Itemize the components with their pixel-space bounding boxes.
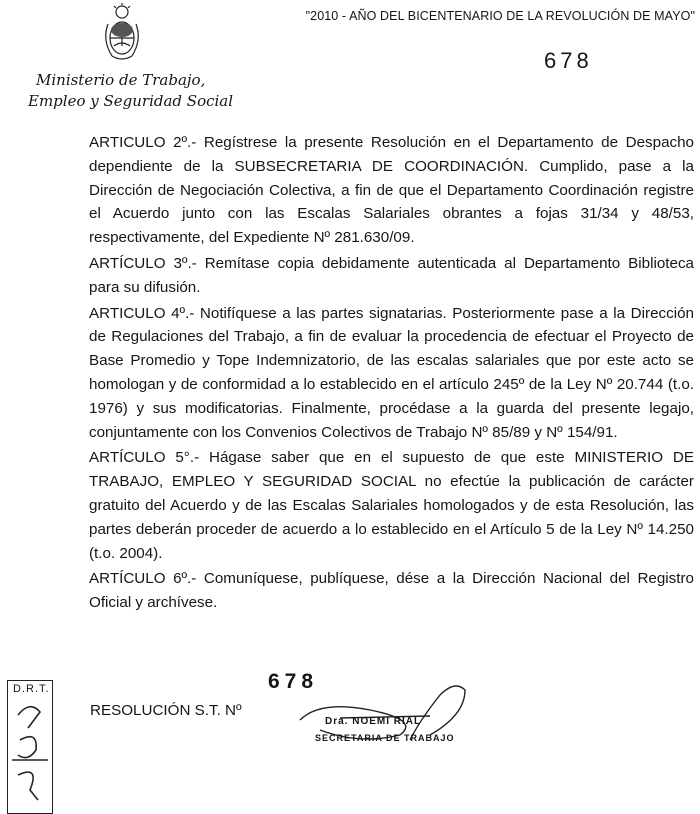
ministry-line-2: Empleo y Seguridad Social xyxy=(28,92,234,110)
article-4: ARTICULO 4º.- Notifíquese a las partes signatarias. Posteriormente pase a la Dirección de Regulaciones del Trabajo, a fin de evaluar la procedencia de efectuar el Proyecto de Base Promedio y Tope Indemnizatorio, de las escalas salariales que por este acto se homologan y de conformidad a lo establecido en el artículo 245º de la Ley Nº 20.744 (t.o. 1976) y sus modificatorias. Finalmente, procédase a la guarda del presente legajo, conjuntamente con los Convenios Colectivos de Trabajo Nº 85/89 y Nº 154/91. xyxy=(89,304,694,441)
article-5: ARTÍCULO 5°.- Hágase saber que en el supuesto de que este MINISTERIO DE TRABAJO, EMPLEO Y SEGURIDAD SOCIAL no efectúe la publicación de carácter gratuito del Acuerdo y de las Escalas Salariales homologados y de esta Resolución, las partes deberán proceder de acuerdo a lo establecido en el Artículo 5 de la Ley Nº 14.250 (t.o. 2004). xyxy=(89,449,694,562)
article-3: ARTÍCULO 3º.- Remítase copia debidamente autenticada al Departamento Biblioteca para su difusión. xyxy=(89,254,694,296)
ministry-name xyxy=(28,70,258,112)
article-6: ARTÍCULO 6º.- Comuníquese, publíquese, dése a la Dirección Nacional del Registro Oficial y archívese. xyxy=(89,570,694,612)
page-number: 678 xyxy=(544,48,593,73)
header-motto: "2010 - AÑO DEL BICENTENARIO DE LA REVOLUCIÓN DE MAYO" xyxy=(305,9,695,23)
stamp-label: D.R.T. xyxy=(13,683,50,695)
signature-name: Dra. NOEMI RIAL xyxy=(325,716,422,727)
coat-of-arms-icon xyxy=(100,2,144,64)
document-body xyxy=(89,131,694,617)
signature-title: SECRETARIA DE TRABAJO xyxy=(315,733,455,743)
resolution-number: 678 xyxy=(268,670,319,693)
stamp-initials xyxy=(10,700,50,808)
article-2: ARTICULO 2º.- Regístrese la presente Resolución en el Departamento de Despacho dependiente de la SUBSECRETARIA DE COORDINACIÓN. Cumplido, pase a la Dirección de Negociación Colectiva, a fin de que el Departamento Coordinación registre el Acuerdo junto con las Escalas Salariales obrantes a fojas 31/34 y 48/53, respectivamente, del Expediente Nº 281.630/09. xyxy=(89,134,694,247)
ministry-line-1: Ministerio de Trabajo, xyxy=(36,71,206,89)
resolution-label: RESOLUCIÓN S.T. Nº xyxy=(90,702,242,719)
